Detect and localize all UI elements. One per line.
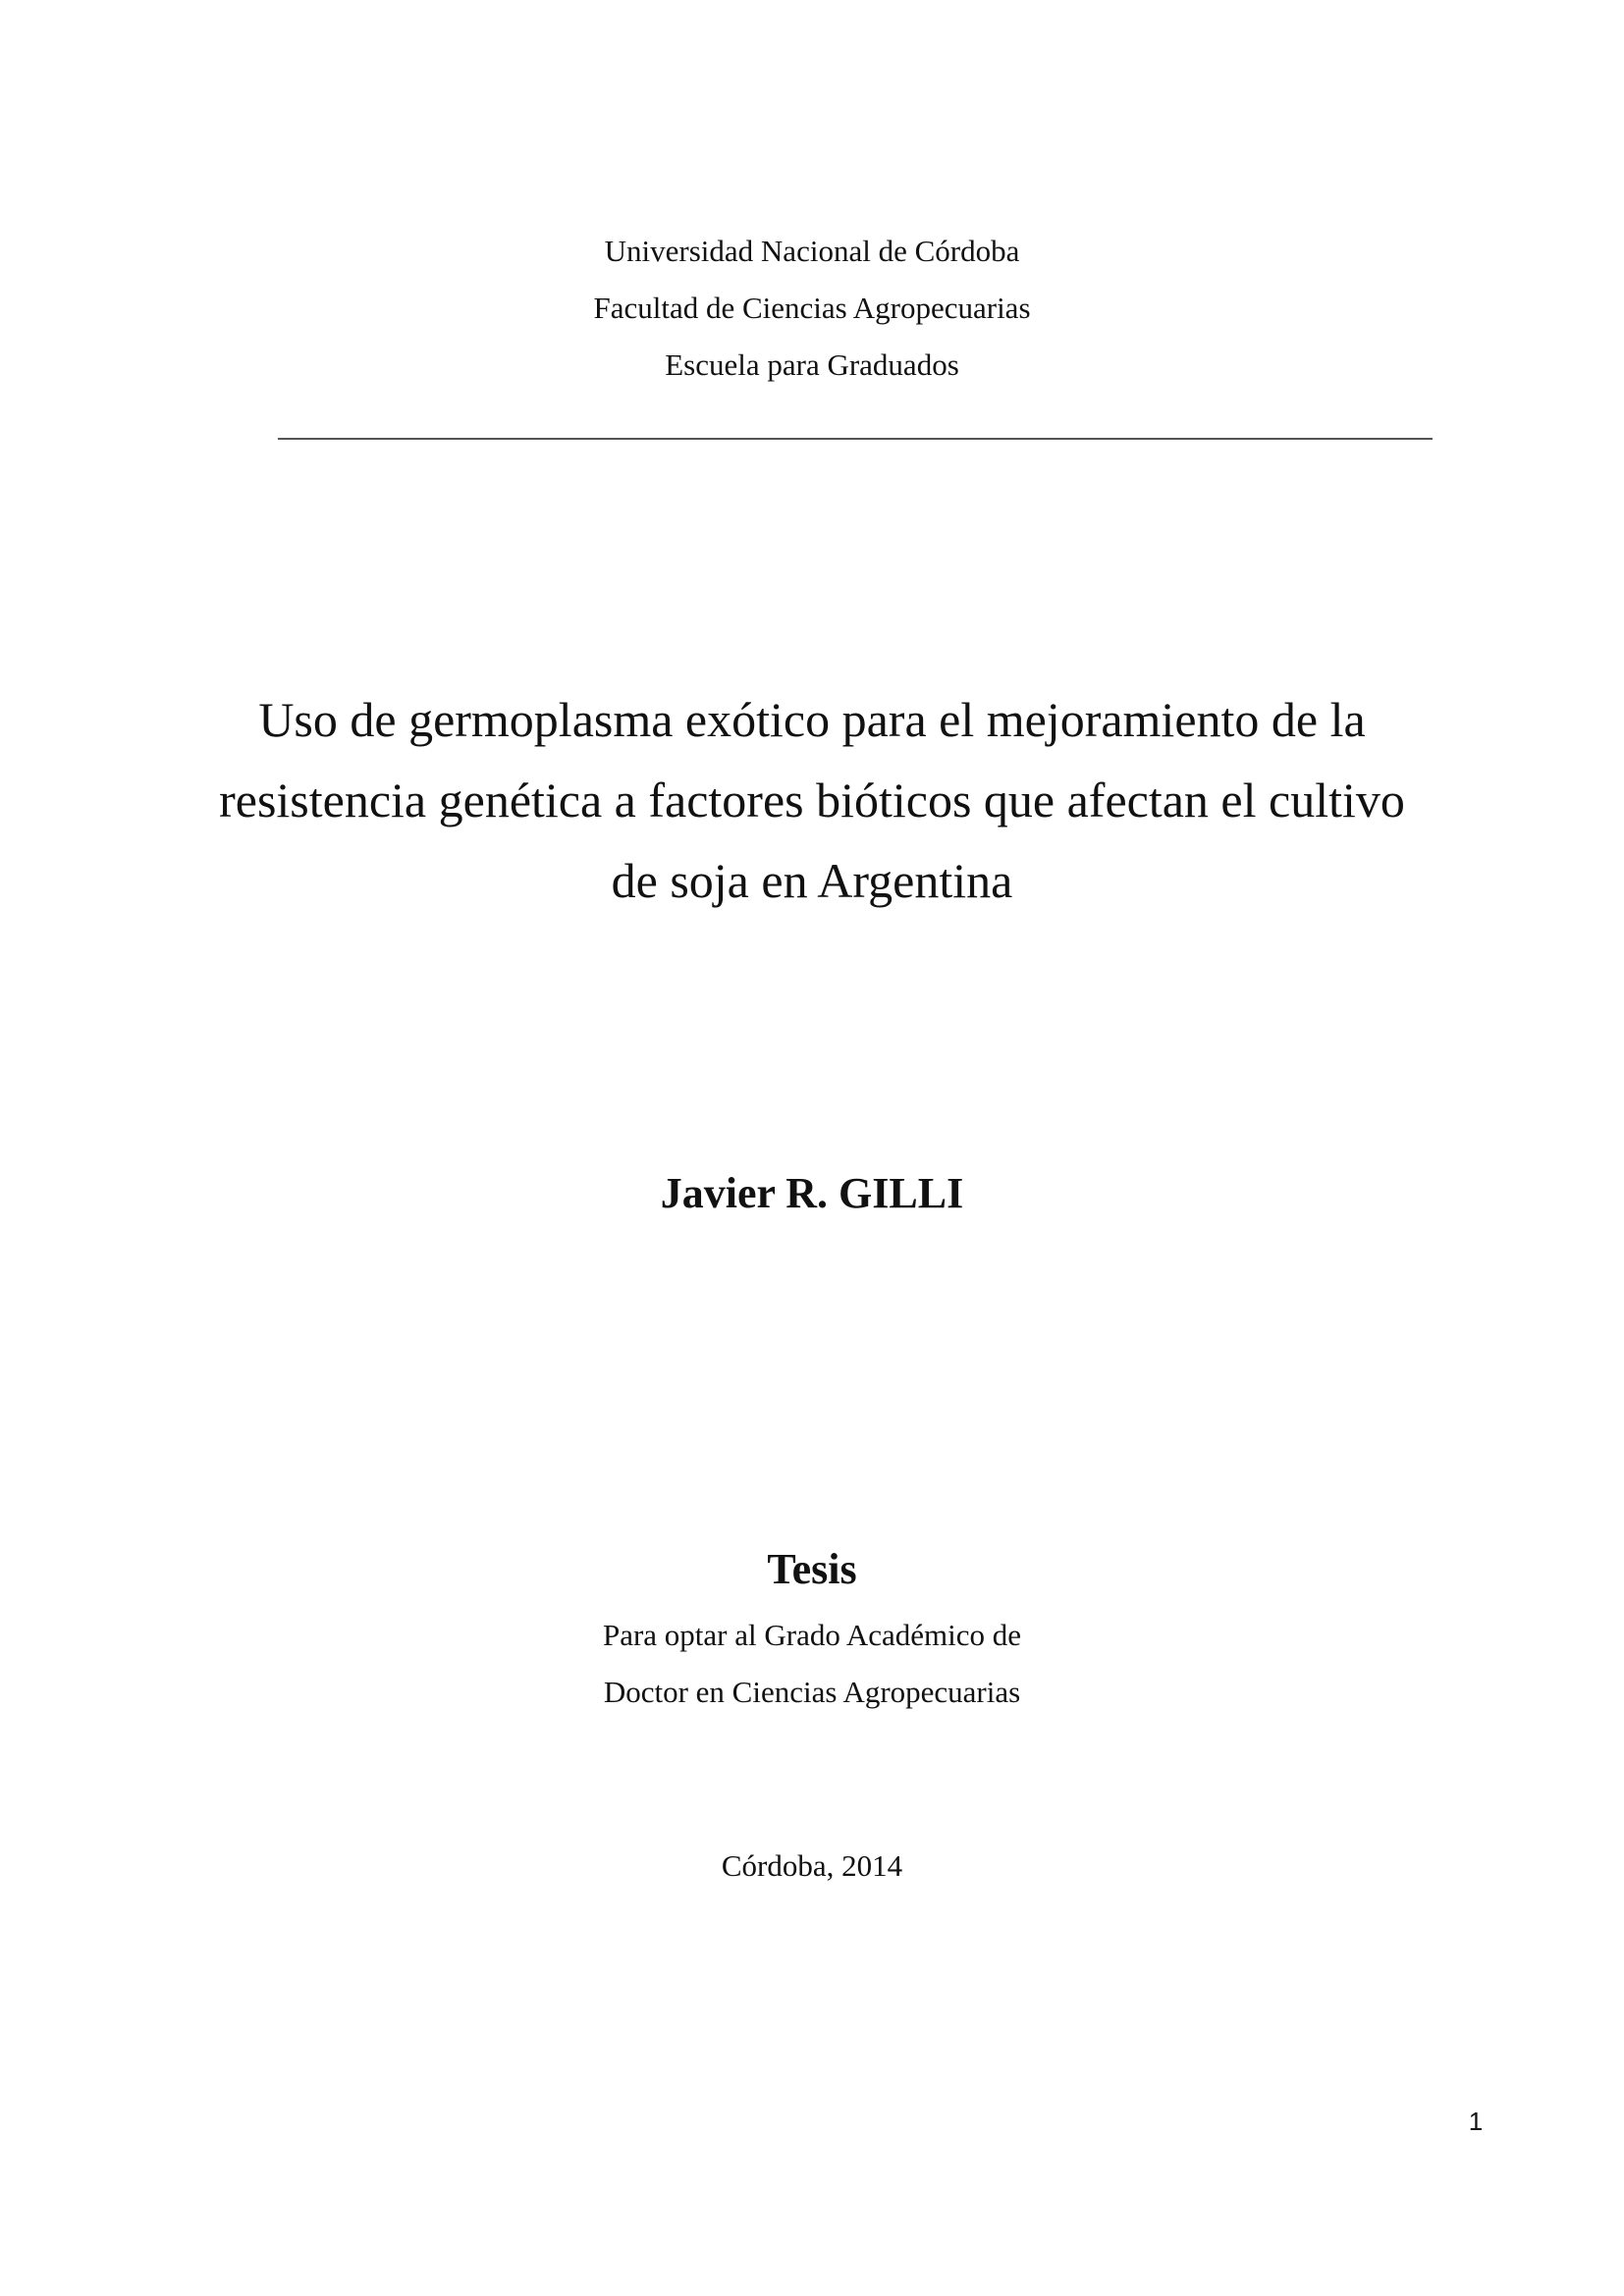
school-name: Escuela para Graduados [665, 347, 959, 382]
thesis-title-line-3: de soja en Argentina [611, 853, 1013, 908]
thesis-title-line-1: Uso de germoplasma exótico para el mejoramiento de la [258, 692, 1366, 747]
thesis-label: Tesis [767, 1545, 857, 1593]
author-name: Javier R. GILLI [660, 1169, 964, 1217]
university-name: Universidad Nacional de Córdoba [604, 234, 1020, 268]
degree-line-1: Para optar al Grado Académico de [602, 1618, 1022, 1652]
degree-line-2: Doctor en Ciencias Agropecuarias [603, 1675, 1021, 1709]
faculty-name: Facultad de Ciencias Agropecuarias [593, 291, 1031, 325]
place-and-date: Córdoba, 2014 [721, 1848, 903, 1883]
thesis-title-line-2: resistencia genética a factores bióticos que afectan el cultivo [219, 773, 1405, 828]
page-number: 1 [1468, 2107, 1484, 2136]
header-divider [278, 438, 1433, 440]
